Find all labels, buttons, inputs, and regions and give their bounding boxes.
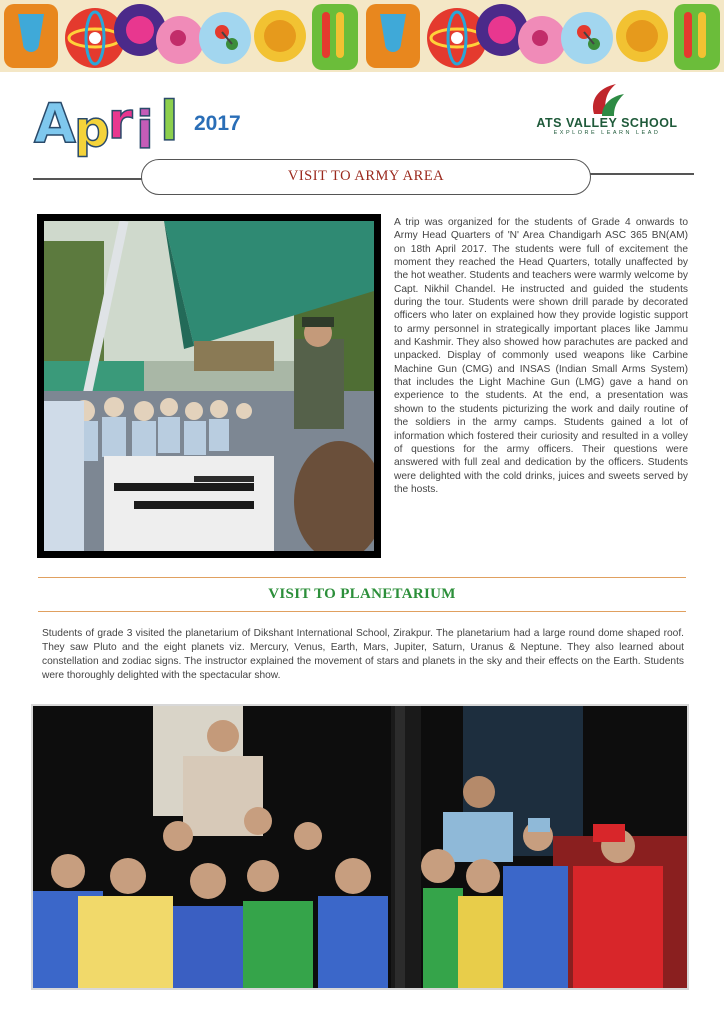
month-letter: A — [34, 92, 76, 155]
army-section-title: VISIT TO ARMY AREA — [287, 168, 445, 184]
divider-left — [33, 178, 143, 180]
month-letter: l — [160, 90, 179, 153]
army-title-pill — [141, 159, 591, 195]
month-letter: p — [74, 100, 110, 158]
school-tagline: EXPLORE LEARN LEAD — [553, 130, 661, 136]
test-tube-icon — [312, 4, 358, 70]
army-visit-photo — [37, 214, 381, 558]
month-letter: i — [136, 101, 154, 161]
army-section-body: A trip was organized for the students of Grade 4 onwards to Army Head Quarters of 'N' Area Chandigarh ASC 365 BN(AM) on 18th April 2017. The students were full of excitement the moment they reached the Head Quarters, totally unaffected by the hot weather. Students and teachers were warmly welcome by Capt. Nikhil Chandel. He instructed and guided the students during the tour. Students were shown drill parade by decorated officers who later on explained how they provide logistic support to army personnel in strategically important places like Jammu and Kashmir. They also showed how parachutes are packed and unpacked. Display of commonly used weapons like Carbine Machine Gun (CMG) and INSAS (Indian Small Arms System) that includes the Light Machine Gun (LMG) gave a hand on experience to the students. At the end, a presentation was shown to the students picturizing the work and daily routine of the soldiers in the army camps. Students gained a lot of information which fostered their curiosity and resulted in a volley of questions for the army officers. Their questions were answered with full zeal and dedication by the officers. Students were delighted with the cold drinks, juices and sweets served by the hosts. — [394, 217, 688, 495]
banner-tile-left — [0, 0, 362, 72]
planetarium-divider-bottom — [38, 611, 686, 612]
planetarium-visit-photo — [31, 704, 689, 990]
banner-tile-right — [362, 0, 724, 72]
year-label: 2017 — [194, 112, 241, 135]
leaf-icon — [532, 80, 682, 118]
planetarium-section-body: Students of grade 3 visited the planetarium of Dikshant International School, Zirakpur. The planetarium had a large round dome shaped roof. They saw Pluto and the eight planets viz. Mercury, Venus, Earth, Mars, Jupiter, Saturn, Uranus & Neptune. They also learned about constellation and zodiac signs. The instructor explained the movement of stars and planets in the sky and their effects on the Earth. Students were thoroughly delighted with the spectacular show. — [42, 628, 684, 681]
school-logo — [532, 80, 682, 140]
planetarium-section-title: VISIT TO PLANETARIUM — [268, 586, 456, 602]
divider-right — [590, 173, 694, 175]
month-wordart — [32, 86, 192, 164]
planetarium-divider-top — [38, 577, 686, 578]
school-name: ATS VALLEY SCHOOL — [536, 116, 678, 130]
science-banner — [0, 0, 724, 80]
month-letter: r — [108, 92, 133, 150]
